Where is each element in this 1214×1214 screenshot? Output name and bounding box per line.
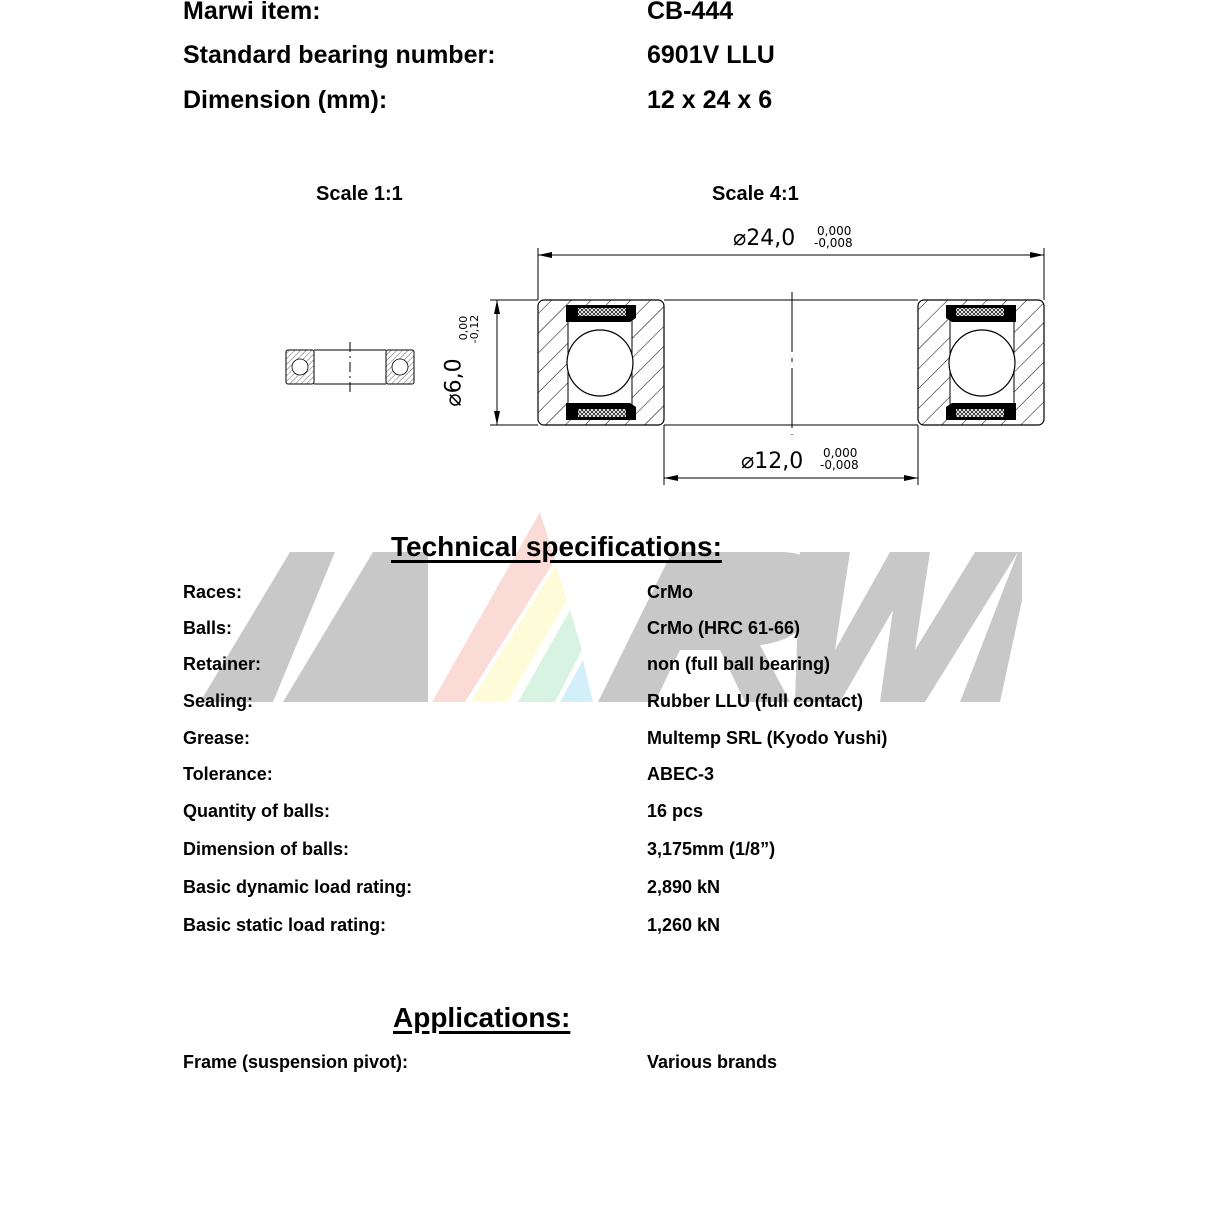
spec-value: Rubber LLU (full contact) [647,691,863,711]
spec-label: Tolerance: [183,764,273,784]
width-dimension: ⌀6,0 [441,358,467,407]
marwi-item-label: Marwi item: [183,0,321,25]
spec-value: ABEC-3 [647,764,715,784]
standard-bearing-number-value: 6901V LLU [647,41,775,69]
spec-label: Retainer: [183,654,262,674]
standard-bearing-number-label: Standard bearing number: [183,41,496,69]
scale-small-label: Scale 1:1 [316,183,403,205]
outer-diameter-tolerance: 0,000 -0,008 [814,224,853,250]
spec-label: Basic static load rating: [183,915,387,935]
spec-label: Quantity of balls: [183,801,331,821]
diameter-symbol-icon: ⌀ [441,393,467,407]
spec-label: Races: [183,582,243,602]
inner-diameter-dimension: ⌀12,0 [741,449,804,474]
spec-label: Dimension of balls: [183,839,350,859]
application-label: Frame (suspension pivot): [183,1052,409,1072]
inner-diameter-tolerance: 0,000 -0,008 [820,446,859,472]
spec-value: 1,260 kN [647,915,721,935]
marwi-item-value: CB-444 [647,0,734,25]
outer-diameter-dimension: ⌀24,0 [733,226,796,251]
width-tolerance: 0,00 -0,12 [457,314,482,344]
diameter-symbol-icon: ⌀ [741,449,755,474]
small-bearing-drawing [286,342,414,392]
spec-value: 16 pcs [647,801,704,821]
spec-label: Balls: [183,618,233,638]
spec-value: Multemp SRL (Kyodo Yushi) [647,728,888,748]
diameter-symbol-icon: ⌀ [733,226,747,251]
spec-value: CrMo (HRC 61-66) [647,618,801,638]
scale-large-label: Scale 4:1 [712,183,799,205]
spec-value: 2,890 kN [647,877,721,897]
spec-label: Sealing: [183,691,254,711]
spec-value: CrMo [647,582,693,602]
spec-value: non (full ball bearing) [647,654,830,674]
dimension-value: 12 x 24 x 6 [647,86,773,114]
application-value: Various brands [647,1052,778,1072]
tech-specs-title: Technical specifications: [391,531,722,562]
spec-label: Grease: [183,728,251,748]
spec-label: Basic dynamic load rating: [183,877,413,897]
applications-title: Applications: [393,1002,571,1033]
spec-value: 3,175mm (1/8”) [647,839,776,859]
dimension-label: Dimension (mm): [183,86,388,114]
